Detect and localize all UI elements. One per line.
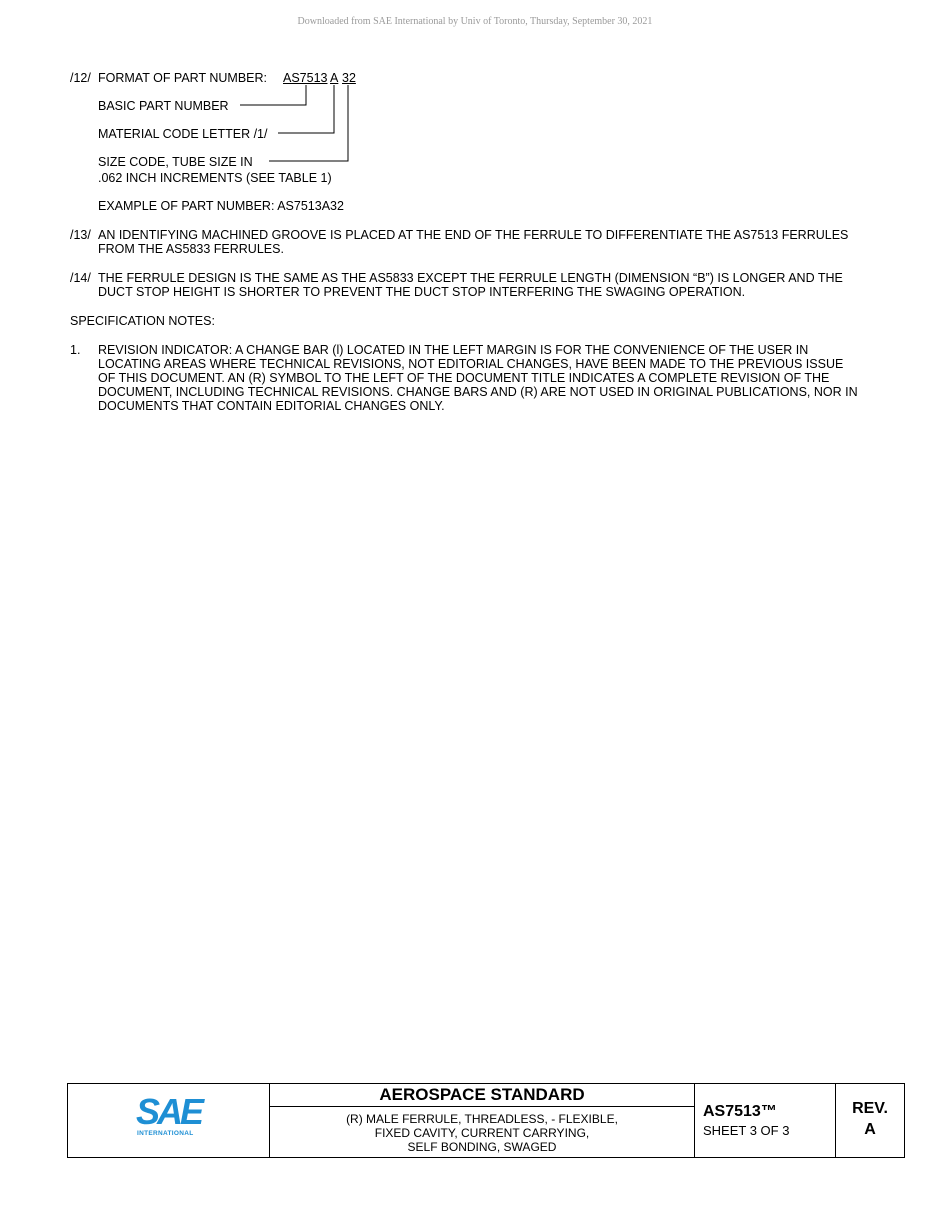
note-12-label: FORMAT OF PART NUMBER: — [98, 71, 267, 85]
pn-size-segment: 32 — [342, 71, 356, 85]
standard-heading: AEROSPACE STANDARD — [270, 1084, 694, 1107]
title-cell — [270, 1084, 695, 1157]
size-code-label-line2: .062 INCH INCREMENTS (SEE TABLE 1) — [98, 171, 332, 185]
document-number-cell — [695, 1084, 836, 1157]
leader-size — [269, 85, 348, 161]
download-watermark: Downloaded from SAE International by Univ of Toronto, Thursday, September 30, 2021 — [297, 16, 653, 27]
document-number: AS7513™ — [703, 1103, 777, 1120]
pn-basic-segment: AS7513 — [283, 71, 328, 85]
note-13-text: AN IDENTIFYING MACHINED GROOVE IS PLACED AT THE END OF THE FERRULE TO DIFFERENTIATE THE AS7513 FERRULES FROM THE AS5833 FERRULES. — [98, 228, 849, 256]
material-code-label: MATERIAL CODE LETTER /1/ — [98, 127, 268, 141]
sheet-number: SHEET 3 OF 3 — [703, 1123, 790, 1138]
leader-basic — [240, 85, 306, 105]
note-12-number: /12/ — [70, 71, 91, 85]
spec-note-1-text: REVISION INDICATOR: A CHANGE BAR (l) LOCATED IN THE LEFT MARGIN IS FOR THE CONVENIENCE OF THE USER IN LOCATING AREAS WHERE TECHNICAL REVISIONS, NOT EDITORIAL CHANGES, HAVE BEEN MADE TO THE PREVIOUS ISSUE OF THIS DOCUMENT. AN (R) SYMBOL TO THE LEFT OF THE DOCUMENT TITLE INDICATES A COMPLETE REVISION OF THE DOCUMENT, INCLUDING TECHNICAL REVISIONS. CHANGE BARS AND (R) ARE NOT USED IN ORIGINAL PUBLICATIONS, NOR IN DOCUMENTS THAT CONTAIN EDITORIAL CHANGES ONLY. — [98, 343, 858, 413]
spec-note-1-number: 1. — [70, 343, 81, 357]
size-code-label-line1: SIZE CODE, TUBE SIZE IN — [98, 155, 253, 169]
note-14-text: THE FERRULE DESIGN IS THE SAME AS THE AS5833 EXCEPT THE FERRULE LENGTH (DIMENSION “B”) IS LONGER AND THE DUCT STOP HEIGHT IS SHORTER TO PREVENT THE DUCT STOP INTERFERING THE SWAGING OPERATION. — [98, 271, 843, 299]
sae-logo: SAE — [136, 1091, 202, 1132]
revision-label: REV. — [852, 1100, 888, 1117]
document-title-line3: SELF BONDING, SWAGED — [407, 1140, 557, 1154]
revision-cell — [836, 1084, 904, 1157]
part-number-leader-lines — [0, 0, 950, 240]
title-block — [67, 1083, 905, 1158]
sae-logo-cell — [68, 1084, 270, 1157]
basic-part-number-label: BASIC PART NUMBER — [98, 99, 229, 113]
sae-logo-subtitle: INTERNATIONAL — [137, 1130, 194, 1137]
document-title — [270, 1107, 694, 1154]
spec-notes-heading: SPECIFICATION NOTES: — [70, 314, 215, 328]
part-number-example: EXAMPLE OF PART NUMBER: AS7513A32 — [98, 199, 344, 213]
spec-note-1 — [70, 343, 860, 413]
note-14 — [70, 271, 860, 299]
note-13 — [70, 228, 860, 256]
document-title-line1: (R) MALE FERRULE, THREADLESS, - FLEXIBLE, — [346, 1112, 618, 1126]
note-13-number: /13/ — [70, 228, 91, 242]
note-14-number: /14/ — [70, 271, 91, 285]
document-title-line2: FIXED CAVITY, CURRENT CARRYING, — [374, 1126, 590, 1140]
revision-value: A — [864, 1121, 876, 1138]
pn-material-segment: A — [330, 71, 339, 85]
